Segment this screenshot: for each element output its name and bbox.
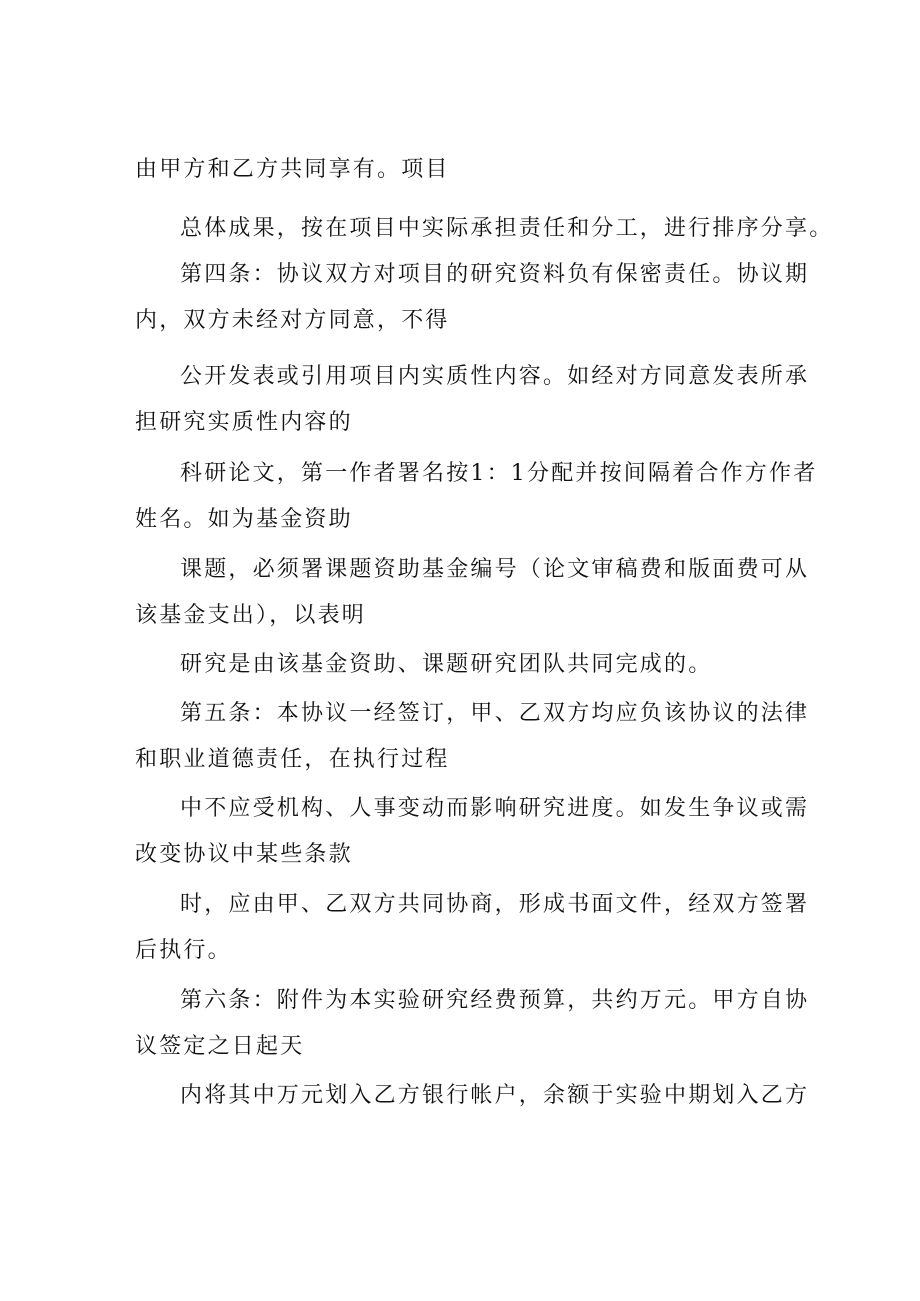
text-line: 内，双方未经对方同意，不得	[135, 308, 450, 333]
text-line: 由甲方和乙方共同享有。项目	[135, 157, 450, 182]
text-line: 第四条：协议双方对项目的研究资料负有保密责任。协议期	[180, 262, 810, 287]
text-line: 内将其中万元划入乙方银行帐户，余额于实验中期划入乙方	[180, 1083, 810, 1108]
text-line: 总体成果，按在项目中实际承担责任和分工，进行排序分享。	[180, 216, 834, 241]
text-line: 课题，必须署课题资助基金编号（论文审稿费和版面费可从	[180, 557, 810, 582]
text-line: 科研论文，第一作者署名按1：1分配并按间隔着合作方作者	[180, 461, 818, 486]
text-line: 第六条：附件为本实验研究经费预算，共约万元。甲方自协	[180, 988, 810, 1013]
text-line: 和职业道德责任，在执行过程	[135, 747, 450, 772]
text-line: 公开发表或引用项目内实质性内容。如经对方同意发表所承	[180, 364, 810, 389]
text-line: 改变协议中某些条款	[135, 842, 353, 867]
text-line: 姓名。如为基金资助	[135, 507, 353, 532]
text-line: 中不应受机构、人事变动而影响研究进度。如发生争议或需	[180, 796, 810, 821]
text-line: 担研究实质性内容的	[135, 410, 353, 435]
text-line: 第五条：本协议一经签订，甲、乙双方均应负该协议的法律	[180, 701, 810, 726]
text-line: 议签定之日起天	[135, 1034, 305, 1059]
text-line: 该基金支出），以表明	[135, 603, 367, 628]
text-line: 研究是由该基金资助、课题研究团队共同完成的。	[180, 652, 713, 677]
text-line: 时，应由甲、乙双方共同协商，形成书面文件，经双方签署	[180, 892, 810, 917]
text-line: 后执行。	[135, 938, 232, 963]
